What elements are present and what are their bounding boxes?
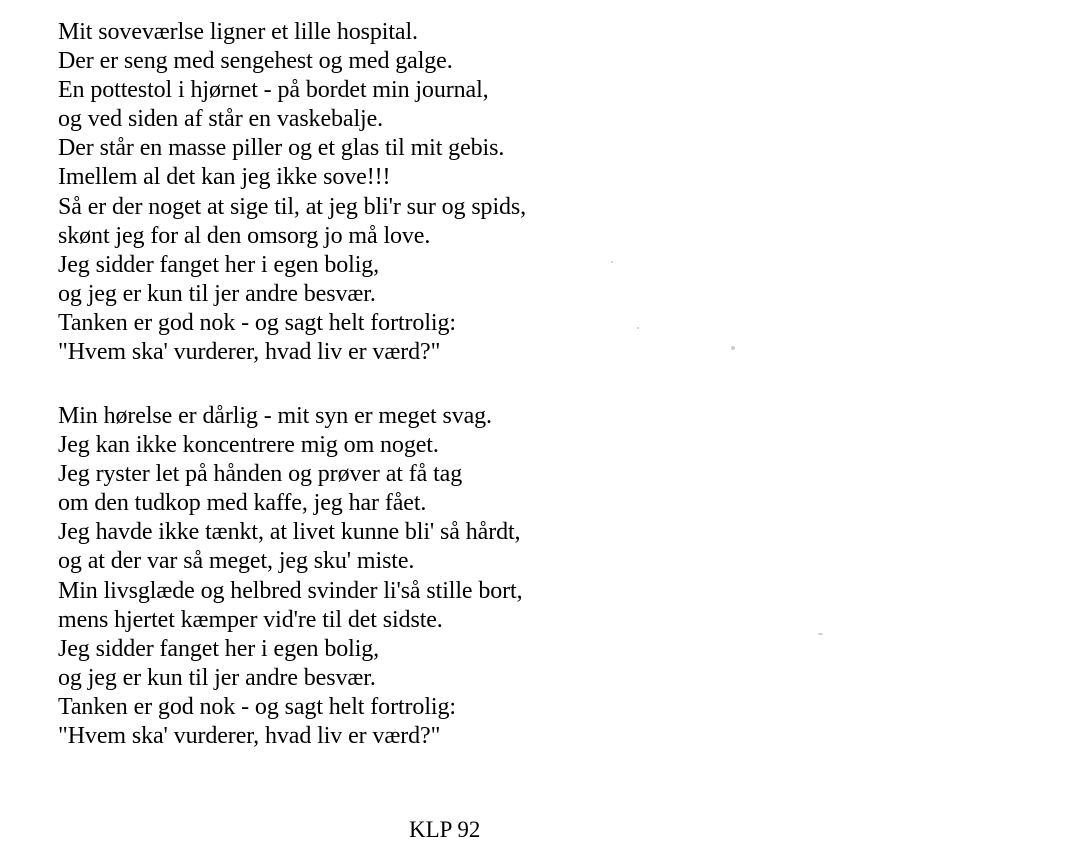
poem-line: og jeg er kun til jer andre besvær. [58, 280, 376, 307]
scan-speck [637, 327, 639, 329]
poem-line: om den tudkop med kaffe, jeg har fået. [58, 490, 427, 517]
poem-line: og ved siden af står en vaskebalje. [58, 106, 384, 133]
poem-line: og jeg er kun til jer andre besvær. [58, 664, 376, 691]
poem-line: Så er der noget at sige til, at jeg bli'r sur og spids, [58, 193, 527, 220]
poem-line: mens hjertet kæmper vid're til det sidste. [58, 606, 443, 633]
poem-line: Der er seng med sengehest og med galge. [58, 48, 453, 75]
scan-speck [611, 261, 613, 263]
poem-line: og at der var så meget, jeg sku' miste. [58, 548, 415, 575]
poem-line: Jeg havde ikke tænkt, at livet kunne bli' så hårdt, [58, 519, 521, 546]
poem-line: Jeg kan ikke koncentrere mig om noget. [58, 432, 439, 459]
poem-line: Tanken er god nok - og sagt helt fortrolig: [58, 309, 456, 336]
scan-speck [818, 633, 823, 635]
poem-line: Imellem al det kan jeg ikke sove!!! [58, 164, 391, 191]
poem-line: Jeg sidder fanget her i egen bolig, [58, 251, 380, 278]
poem-line: Min hørelse er dårlig - mit syn er meget svag. [58, 403, 492, 429]
poem-line: Jeg sidder fanget her i egen bolig, [58, 635, 380, 662]
poem-line: Min livsglæde og helbred svinder li'så stille bort, [58, 577, 523, 604]
poem-stanza-2 [58, 402, 523, 751]
poem-line: Tanken er god nok - og sagt helt fortrolig: [58, 693, 456, 720]
poem-line: Der står en masse piller og et glas til mit gebis. [58, 135, 505, 162]
author-signature: KLP 92 [409, 817, 481, 842]
poem-line: skønt jeg for al den omsorg jo må love. [58, 222, 431, 249]
poem-line: Jeg ryster let på hånden og prøver at få tag [58, 461, 463, 488]
poem-line: En pottestol i hjørnet - på bordet min journal, [58, 77, 489, 104]
poem-line: "Hvem ska' vurderer, hvad liv er værd?" [58, 339, 441, 366]
poem-line: Mit soveværlse ligner et lille hospital. [58, 19, 418, 45]
poem-stanza-1 [58, 18, 526, 367]
poem-line: "Hvem ska' vurderer, hvad liv er værd?" [58, 723, 441, 750]
scan-speck [731, 346, 735, 350]
